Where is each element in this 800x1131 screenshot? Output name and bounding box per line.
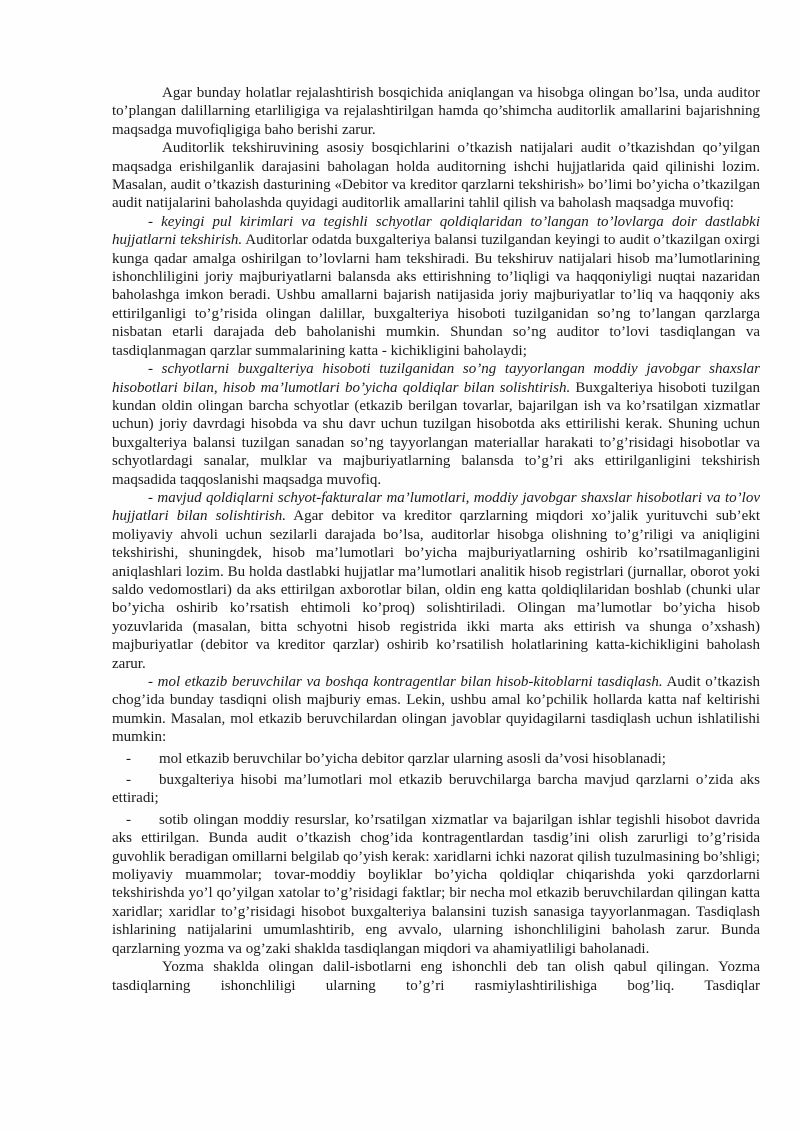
paragraph-text: Audit o’tkazish chog’ida bunday tasdiqni olish majburiy emas. Lekin, ushbu amal ko’pchilik hollarda katta naf keltirishi mumkin. Masalan, mol etkazib beruvchilardan olingan javoblar quyidagilarni tasdiqlash uchun ishlatilishi mumkin: [112,674,760,746]
paragraph-text: Agar bunday holatlar rejalashtirish bosqichida aniqlangan va hisobga olingan bo’lsa, unda auditor to’plangan dalillarning etarliligiga va rejalashtirilgan hamda qo’shimcha auditorlik amallarini bajarishning maqsadga muvofiqligiga baho berishi zarur. [112,85,760,138]
paragraph-1 [112,84,760,139]
list-item-2 [112,771,760,808]
paragraph-lead-italic: keyingi pul kirimlari va tegishli schyotlar qoldiqlaridan to’langan to’lovlarga doir dastlabki hujjatlarni tekshirish. [112,213,761,249]
paragraph-lead-italic: mavjud qoldiqlarni schyot-fakturalar ma’lumotlari, moddiy javobgar shaxslar hisobotlari va to’lov hujjatlari bilan solishtirish. [112,489,761,525]
paragraph-text: Agar debitor va kreditor qarzlarning miqdori xo’jalik yurituvchi sub’ekt moliyaviy ahvoli uchun sezilarli darajada bo’lsa, auditorlar hisobga olishning to’g’riligi va aniqligini tekshirishi, shuningdek, hisob ma’lumotlari bo’yicha majburiyatlarning oshirib ko’rsatilmaganligini aniqlashlari lozim. Bu holda dastlabki hujjatlar ma’lumotlari analitik hisob registrlari (jurnallar, oborot yoki saldo vedomostlari) da aks ettirilgan axborotlar bilan, oldin eng katta qoldiqlilaridan boshlab (chunki ular bo’yicha oshirib ko’rsatish ehtimoli ko’proq) solishtiriladi. Olingan ma’lumotlar bo’yicha hisob yozuvlarida (masalan, bitta schyotni hisob registrida ikki marta aks ettirish va shunga o’xshash) majburiyatlar (debitor va kreditor qarzlar) oshirib ko’rsatilish holatlarining katta-kichikligini baholash zarur. [112,508,760,672]
list-item-text: mol etkazib beruvchilar bo’yicha debitor qarzlar ularning asosli da’vosi hisoblanadi; [159,750,666,767]
document-text-block [112,84,760,995]
paragraph-lead-italic: schyotlarni buxgalteriya hisoboti tuzilganidan so’ng tayyorlangan moddiy javobgar shaxslar hisobotlari bilan, hisob ma’lumotlari bo’yicha qoldiqlar bilan solishtirish. [112,361,760,396]
dash-marker: - [148,674,153,690]
dash-marker: - [148,213,153,230]
list-item-text: buxgalteriya hisobi ma’lumotlari mol etkazib beruvchilarga barcha mavjud qarzlarni o’zida aks ettiradi; [112,772,760,807]
dash-marker: - [148,489,153,506]
paragraph-text: Auditorlik tekshiruvining asosiy bosqichlarini o’tkazish natijalari audit o’tkazishdan qo’yilgan maqsadga erishilganlik darajasini baholagan holda auditorning ishchi hujjatlarida qaid qilinishi lozim. Masalan, audit o’tkazish dasturining «Debitor va kreditor qarzlarni tekshirish» bo’limi bo’yicha o’tkazilgan audit natijalarini baholashda quyidagi auditorlik amallarini tahlil qilish va baholash maqsadga muvofiq: [112,140,760,212]
paragraph-4 [112,360,760,489]
list-item-3 [112,811,760,958]
dash-marker: - [126,772,131,789]
paragraph-3 [112,213,760,360]
paragraph-5 [112,489,760,673]
paragraph-2 [112,139,760,213]
dash-marker: - [126,811,131,828]
paragraph-text: Buxgalteriya hisoboti tuzilgan kundan oldin olingan barcha schyotlar (etkazib berilgan tovarlar, bajarilgan ish va ko’rsatilgan xizmatlar uchun) joriy davrdagi hisobda va shu davr uchun tuzilgan hisobotda aks ettirilishi kerak. Shuning uchun buxgalteriya balansi tuzilgan sanadan so’ng tayyorlangan materiallar harakati to’g’risidagi hisobotlar va schyotlardagi sanalar, mulklar va majburiyatlarning balansda to’g’ri aks ettirilganligini tekshirish maqsadida taqqoslanishi maqsadga muvofiq. [112,379,760,488]
dash-marker: - [126,750,131,767]
dash-marker: - [148,361,153,378]
paragraph-lead-italic: mol etkazib beruvchilar va boshqa kontragentlar bilan hisob-kitoblarni tasdiqlash. [157,674,663,690]
list-item-text: sotib olingan moddiy resurslar, ko’rsatilgan xizmatlar va bajarilgan ishlar tegishli hisobot davrida aks ettirilgan. Bunda audit o’tkazish chog’ida kontragentlardan tasdig’ini olish zarurligi to’g’risida guvohlik beradigan omillarni belgilab qo’yish kerak: xaridlarni ichki nazorat qilish tuzulmasining bo’shligi; moliyaviy muammolar; tovar-moddiy boyliklar bo’yicha qoldiqlar chiqarishda yoki qarzdorlarni tekshirishda yo’l qo’yilgan xatolar to’g’risidagi faktlar; bir necha mol etkazib beruvchilardan qilingan katta xaridlar; xaridlar to’g’risidagi hisobot buxgalteriya balansini tuzish sanasiga tayyorlanmagan. Tasdiqlash ishlarining natijalarini umumlashtirib, eng avvalo, ularning ishonchliligini baholash zarur. Bunda qarzlarning yozma va og’zaki shaklda tasdiqlangan miqdori va ahamiyatliligi baholanadi. [112,811,760,957]
paragraph-6 [112,673,760,747]
list-item-1 [112,750,760,768]
paragraph-text: Yozma shaklda olingan dalil-isbotlarni eng ishonchli deb tan olish qabul qilingan. Yozma tasdiqlarning ishonchliligi ularning to’g’ri rasmiylashtirilishiga bog’liq. Tasdiqlar [112,959,760,994]
paragraph-text: Auditorlar odatda buxgalteriya balansi tuzilgandan keyingi to audit o’tkazilgan oxirgi kunga qadar amalga oshirilgan to’lovlarni ham tekshiradi. Bu tekshiruv natijalari hisob ma’lumotlarining ishonchliligini joriy majburiyatlarni balansda aks ettirishning to’liqligi va haqqoniyligi nuqtai nazaridan baholashga imkon beradi. Ushbu amallarni bajarish natijasida joriy majburiyatlar to’liq va haqqoniy aks ettirilganligi to’g’risida olingan dalillar, buxgalteriya hisoboti tuzilganidan so’ng to’langan qarzlarga nisbatan etarli darajada deb baholanishi mumkin. Shundan so’ng auditor to’lovi tasdiqlangan va tasdiqlanmagan qarzlar summalarining katta - kichikligini baholaydi; [112,232,760,359]
paragraph-7 [112,958,760,995]
